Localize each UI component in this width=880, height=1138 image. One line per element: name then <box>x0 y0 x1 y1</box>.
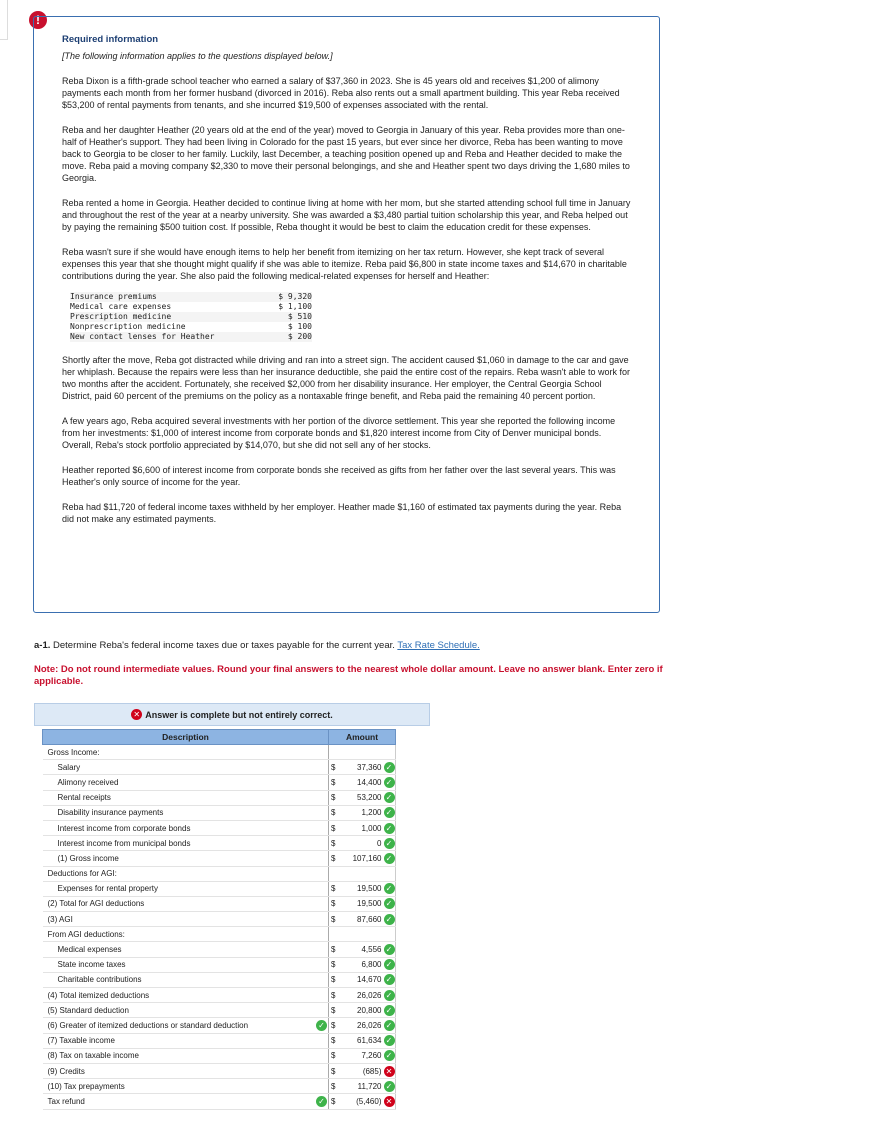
table-row <box>43 1063 396 1078</box>
status-cell <box>384 1018 396 1033</box>
info-subtitle: [The following information applies to the questions displayed below.] <box>62 51 333 61</box>
paragraph-salary: Reba Dixon is a fifth-grade school teacher who earned a salary of $37,360 in 2023. She is 45 years old and receives $1,200 of alimony payments each month from her former husband (divorced in 2016). Reba also rents out a small apartment building. This year Reba received $53,200 of rental payments from tenants, and she incurred $19,500 of expenses associated with the rental. <box>62 76 620 110</box>
amount-input[interactable]: 19,500 <box>337 896 384 911</box>
row-description: (5) Standard deduction <box>43 1003 307 1018</box>
check-icon: ✓ <box>384 792 395 803</box>
row-mark <box>307 1018 329 1033</box>
amount-input[interactable]: 4,556 <box>337 942 384 957</box>
row-mark <box>307 972 329 987</box>
row-description: (9) Credits <box>43 1063 307 1078</box>
dollar-sign <box>329 745 337 760</box>
amount-input[interactable]: (5,460) <box>337 1094 384 1109</box>
table-row <box>43 1079 396 1094</box>
table-row <box>43 745 396 760</box>
status-cell <box>384 790 396 805</box>
amount-input[interactable]: 26,026 <box>337 988 384 1003</box>
row-mark <box>307 988 329 1003</box>
status-cell <box>384 896 396 911</box>
expense-row <box>70 332 312 342</box>
check-icon: ✓ <box>384 807 395 818</box>
amount-input[interactable]: 0 <box>337 836 384 851</box>
answer-table <box>42 729 396 1110</box>
paragraph-heather-income: Heather reported $6,600 of interest income from corporate bonds she received as gifts from her father over the last several years. This was Heather's only source of income for the year. <box>62 465 616 487</box>
table-row <box>43 820 396 835</box>
status-cell <box>384 851 396 866</box>
amount-input[interactable]: 14,400 <box>337 775 384 790</box>
dollar-sign: $ <box>329 851 337 866</box>
amount-input[interactable]: 26,026 <box>337 1018 384 1033</box>
row-description: (7) Taxable income <box>43 1033 307 1048</box>
amount-input[interactable]: (685) <box>337 1063 384 1078</box>
dollar-sign: $ <box>329 775 337 790</box>
info-title: Required information <box>62 34 159 45</box>
expense-label: Nonprescription medicine <box>70 322 186 331</box>
check-icon: ✓ <box>384 914 395 925</box>
amount-input[interactable]: 7,260 <box>337 1048 384 1063</box>
amount-input[interactable]: 53,200 <box>337 790 384 805</box>
table-row <box>43 927 396 942</box>
paragraph-withholding: Reba had $11,720 of federal income taxes withheld by her employer. Heather made $1,160 of estimated tax payments during the year. Reba did not make any estimated payments. <box>62 502 622 524</box>
row-mark <box>307 896 329 911</box>
amount-input <box>337 745 384 760</box>
expense-label: Insurance premiums <box>70 292 272 302</box>
paragraph-itemize: Reba wasn't sure if she would have enough items to help her benefit from itemizing on her tax return. However, she kept track of several expenses this year that she thought might qualify if she was able to itemize. Reba paid $6,800 in state income taxes and $14,670 in charitable contributions during the year. She also paid the following medical-related expenses for herself and Heather: <box>62 247 627 281</box>
check-icon: ✓ <box>384 1081 395 1092</box>
table-row <box>43 942 396 957</box>
amount-input[interactable]: 61,634 <box>337 1033 384 1048</box>
row-description: (3) AGI <box>43 912 307 927</box>
answer-status-banner <box>34 703 430 726</box>
status-cell <box>384 820 396 835</box>
status-cell <box>384 912 396 927</box>
check-icon: ✓ <box>384 883 395 894</box>
expense-row <box>70 312 312 322</box>
row-mark <box>307 866 329 881</box>
tax-rate-schedule-link[interactable]: Tax Rate Schedule. <box>397 640 480 651</box>
expense-row <box>70 302 312 312</box>
row-mark <box>307 1048 329 1063</box>
status-cell <box>384 805 396 820</box>
status-cell <box>384 1079 396 1094</box>
row-description: Interest income from corporate bonds <box>43 820 307 835</box>
dollar-sign: $ <box>329 1003 337 1018</box>
table-row <box>43 805 396 820</box>
table-row <box>43 1033 396 1048</box>
check-icon: ✓ <box>384 1035 395 1046</box>
table-row <box>43 790 396 805</box>
status-cell <box>384 745 396 760</box>
status-cell <box>384 1033 396 1048</box>
row-mark <box>307 927 329 942</box>
expense-amount: $ 510 <box>272 312 312 322</box>
status-cell <box>384 927 396 942</box>
status-cell <box>384 1063 396 1078</box>
row-mark <box>307 1033 329 1048</box>
row-mark <box>307 836 329 851</box>
dollar-sign: $ <box>329 1033 337 1048</box>
dollar-sign <box>329 866 337 881</box>
row-mark <box>307 1003 329 1018</box>
description-header: Description <box>43 730 329 745</box>
medical-expense-table <box>70 292 312 342</box>
status-cell <box>384 866 396 881</box>
amount-input[interactable]: 6,800 <box>337 957 384 972</box>
check-icon: ✓ <box>384 990 395 1001</box>
check-icon: ✓ <box>384 898 395 909</box>
expense-label: Prescription medicine <box>70 312 272 322</box>
expense-row <box>70 322 312 332</box>
row-mark <box>307 1079 329 1094</box>
dollar-sign <box>329 927 337 942</box>
alert-icon: ! <box>29 11 47 29</box>
dollar-sign: $ <box>329 1063 337 1078</box>
table-row <box>43 1048 396 1063</box>
dollar-sign: $ <box>329 896 337 911</box>
row-mark <box>307 1063 329 1078</box>
expense-label: New contact lenses for Heather <box>70 332 272 342</box>
check-icon: ✓ <box>384 1005 395 1016</box>
row-description: Interest income from municipal bonds <box>43 836 307 851</box>
required-information-box <box>33 16 660 613</box>
table-row <box>43 836 396 851</box>
dollar-sign: $ <box>329 836 337 851</box>
expense-label: Medical care expenses <box>70 302 172 311</box>
dollar-sign: $ <box>329 790 337 805</box>
status-cell <box>384 1048 396 1063</box>
status-cell <box>384 881 396 896</box>
banner-text: Answer is complete but not entirely correct. <box>145 709 333 720</box>
amount-input[interactable]: 19,500 <box>337 881 384 896</box>
row-mark <box>307 881 329 896</box>
amount-input[interactable]: 107,160 <box>337 851 384 866</box>
row-mark <box>307 942 329 957</box>
row-description: (4) Total itemized deductions <box>43 988 307 1003</box>
row-description: From AGI deductions: <box>43 927 307 942</box>
question-text <box>34 640 480 651</box>
incorrect-icon: ✕ <box>384 1096 395 1107</box>
row-description: (10) Tax prepayments <box>43 1079 307 1094</box>
amount-input[interactable]: 1,200 <box>337 805 384 820</box>
check-icon: ✓ <box>384 762 395 773</box>
check-icon: ✓ <box>384 944 395 955</box>
row-description: (2) Total for AGI deductions <box>43 896 307 911</box>
row-mark <box>307 775 329 790</box>
amount-input[interactable]: 20,800 <box>337 1003 384 1018</box>
check-icon: ✓ <box>316 1020 327 1031</box>
status-cell <box>384 1094 396 1109</box>
row-description: Charitable contributions <box>43 972 307 987</box>
amount-input <box>337 927 384 942</box>
check-icon: ✓ <box>384 838 395 849</box>
dollar-sign: $ <box>329 760 337 775</box>
row-description: Salary <box>43 760 307 775</box>
expense-amount: $ 1,100 <box>278 302 312 311</box>
amount-input[interactable]: 11,720 <box>337 1079 384 1094</box>
table-row <box>43 866 396 881</box>
question-number: a-1. <box>34 640 51 651</box>
amount-input <box>337 866 384 881</box>
check-icon: ✓ <box>384 823 395 834</box>
row-mark <box>307 790 329 805</box>
dollar-sign: $ <box>329 820 337 835</box>
row-description: Deductions for AGI: <box>43 866 307 881</box>
row-mark <box>307 1094 329 1109</box>
row-mark <box>307 745 329 760</box>
amount-input[interactable]: 14,670 <box>337 972 384 987</box>
dollar-sign: $ <box>329 912 337 927</box>
table-row <box>43 972 396 987</box>
table-row <box>43 881 396 896</box>
row-description: (6) Greater of itemized deductions or standard deduction <box>43 1018 307 1033</box>
row-description: (8) Tax on taxable income <box>43 1048 307 1063</box>
paragraph-accident: Shortly after the move, Reba got distracted while driving and ran into a street sign. The accident caused $1,060 in damage to the car and gave her whiplash. Because the repairs were less than her insurance deductible, she paid the entire cost of the repairs. Reba wasn't able to work for two months after the accident. Fortunately, she received $2,000 from her disability insurance. Her employer, the Central Georgia School District, paid 60 percent of the premiums on the policy as a nontaxable fringe benefit, and Reba paid the remaining 40 percent portion. <box>62 355 631 401</box>
check-icon: ✓ <box>316 1096 327 1107</box>
row-description: Rental receipts <box>43 790 307 805</box>
amount-header: Amount <box>329 730 396 745</box>
table-row <box>43 912 396 927</box>
dollar-sign: $ <box>329 805 337 820</box>
row-mark <box>307 957 329 972</box>
row-mark <box>307 851 329 866</box>
row-description: Expenses for rental property <box>43 881 307 896</box>
row-mark <box>307 805 329 820</box>
check-icon: ✓ <box>384 974 395 985</box>
status-cell <box>384 988 396 1003</box>
dollar-sign: $ <box>329 957 337 972</box>
table-row <box>43 775 396 790</box>
row-description: State income taxes <box>43 957 307 972</box>
status-cell <box>384 957 396 972</box>
row-mark <box>307 760 329 775</box>
row-description: Medical expenses <box>43 942 307 957</box>
row-description: Disability insurance payments <box>43 805 307 820</box>
check-icon: ✓ <box>384 1020 395 1031</box>
dollar-sign: $ <box>329 972 337 987</box>
paragraph-education: Reba rented a home in Georgia. Heather decided to continue living at home with her mom, but she started attending school full time in January and throughout the rest of the year at a nearby university. She was awarded a $3,480 partial tuition scholarship this year, and Reba helped out by paying the remaining $500 tuition cost. If possible, Reba thought it would be best to claim the education credit for these expenses. <box>62 198 631 232</box>
status-cell <box>384 775 396 790</box>
dollar-sign: $ <box>329 1018 337 1033</box>
status-cell <box>384 942 396 957</box>
table-row <box>43 988 396 1003</box>
amount-input[interactable]: 87,660 <box>337 912 384 927</box>
amount-input[interactable]: 1,000 <box>337 820 384 835</box>
paragraph-investments: A few years ago, Reba acquired several investments with her portion of the divorce settlement. This year she reported the following income from her investments: $1,000 of interest income from corporate bonds and $1,820 interest income from City of Denver municipal bonds. Overall, Reba's stock portfolio appreciated by $14,070, but she did not sell any of her stocks. <box>62 416 616 450</box>
check-icon: ✓ <box>384 959 395 970</box>
table-row <box>43 896 396 911</box>
rounding-note: Note: Do not round intermediate values. Round your final answers to the nearest whole dollar amount. Leave no answer blank. Enter zero if applicable. <box>34 664 663 687</box>
check-icon: ✓ <box>384 1050 395 1061</box>
row-description: Gross Income: <box>43 745 307 760</box>
dollar-sign: $ <box>329 988 337 1003</box>
incorrect-icon: ✕ <box>384 1066 395 1077</box>
table-row <box>43 851 396 866</box>
expense-amount: $ 9,320 <box>272 292 312 302</box>
question-body: Determine Reba's federal income taxes due or taxes payable for the current year. <box>50 640 398 651</box>
dollar-sign: $ <box>329 881 337 896</box>
row-description: Alimony received <box>43 775 307 790</box>
dollar-sign: $ <box>329 1094 337 1109</box>
left-panel-edge <box>0 0 8 40</box>
amount-input[interactable]: 37,360 <box>337 760 384 775</box>
paragraph-move: Reba and her daughter Heather (20 years old at the end of the year) moved to Georgia in January of this year. Reba provides more than one-half of Heather's support. They had been living in Colorado for the past 15 years, but ever since her divorce, Reba has been wanting to move back to Georgia to be closer to her family. Luckily, last December, a teaching position opened up and Reba and Heather decided to make the move. Reba paid a moving company $2,330 to move their personal belongings, and she and Heather spent two days driving the 1,680 miles to Georgia. <box>62 125 630 183</box>
dollar-sign: $ <box>329 1048 337 1063</box>
table-row <box>43 760 396 775</box>
expense-amount: $ 200 <box>272 332 312 342</box>
table-row <box>43 957 396 972</box>
dollar-sign: $ <box>329 1079 337 1094</box>
status-cell <box>384 972 396 987</box>
status-cell <box>384 760 396 775</box>
status-cell <box>384 836 396 851</box>
row-mark <box>307 820 329 835</box>
check-icon: ✓ <box>384 853 395 864</box>
row-description: Tax refund <box>43 1094 307 1109</box>
table-row <box>43 1018 396 1033</box>
dollar-sign: $ <box>329 942 337 957</box>
row-description: (1) Gross income <box>43 851 307 866</box>
table-row <box>43 1003 396 1018</box>
check-icon: ✓ <box>384 777 395 788</box>
incorrect-icon: ✕ <box>131 709 142 720</box>
expense-row <box>70 292 312 302</box>
expense-amount: $ 100 <box>287 322 312 331</box>
table-row <box>43 1094 396 1109</box>
row-mark <box>307 912 329 927</box>
status-cell <box>384 1003 396 1018</box>
